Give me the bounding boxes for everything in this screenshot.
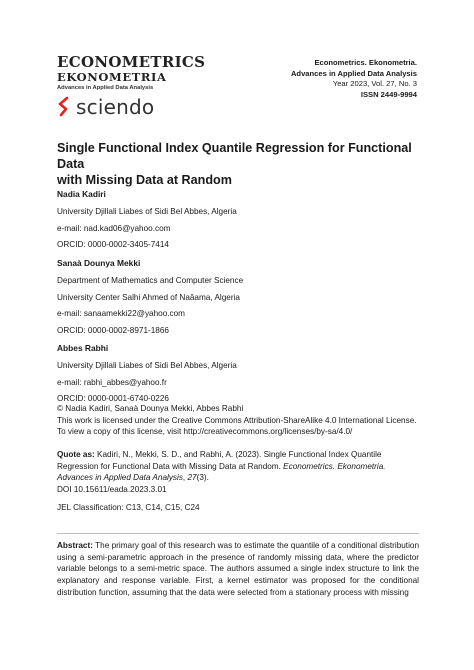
logo-line2: EKONOMETRIA [57,70,167,84]
license-link-line: To view a copy of this license, visit http://creativecommons.org/licenses/by-sa/4.0/ [57,427,353,437]
copyright-line: © Nadia Kadiri, Sanaà Dounya Mekki, Abbes Rabhi [57,404,244,413]
author-affiliation: University Djillali Liabes of Sidi Bel Abbes, Algeria [57,361,237,370]
author-orcid: ORCID: 0000-0002-8971-1866 [57,325,169,335]
author-email: e-mail: sanaamekki22@yahoo.com [57,309,185,318]
sciendo-icon [57,96,71,118]
journal-logo [57,55,205,92]
author-name: Nadia Kadiri [57,189,106,199]
author-email: e-mail: nad.kad06@yahoo.com [57,223,171,233]
citation [57,449,419,484]
license-notice [57,403,419,438]
quote-text: Kadiri, N., Mekki, S. D., and Rabhi, A. (2023). Single Functional Index Quantile Regression for Functional Data with Missing Data at Random. [57,450,382,471]
abstract-label: Abstract: [57,541,93,550]
doi: DOI 10.15611/eada.2023.3.01 [57,485,167,494]
journal-info [291,58,417,100]
author-affiliation: University Center Salhi Ahmed of Naâama, Algeria [57,292,240,302]
journal-volume: Year 2023, Vol. 27, No. 3 [332,79,417,88]
author-department: Department of Mathematics and Computer Science [57,276,244,285]
author-3 [57,340,417,408]
title-line2: with Missing Data at Random [57,173,232,187]
author-name: Sanaà Dounya Mekki [57,258,141,268]
quote-volume: 27 [187,473,197,483]
abstract [57,540,419,599]
title-line1: Single Functional Index Quantile Regression for Functional Data [57,141,412,171]
author-orcid: ORCID: 0000-0001-6740-0226 [57,394,169,403]
author-name: Abbes Rabhi [57,343,109,353]
section-divider [57,533,419,534]
jel-classification: JEL Classification: C13, C14, C15, C24 [57,503,200,512]
quote-journal: Econometrics. Ekonometria. Advances in Applied Data Analysis [57,461,386,483]
author-orcid: ORCID: 0000-0002-3405-7414 [57,240,169,249]
publisher-name: sciendo [76,95,155,119]
quote-label: Quote as: [57,450,95,459]
logo-line1: ECONOMETRICS [57,53,206,71]
publisher-logo [57,96,154,118]
abstract-text: The primary goal of this research was to estimate the quantile of a conditional distribution using a semi-parametric approach in the presence of randomly missing data, where the predictor variable belongs to a semi-metric space. The authors assumed a single index structure to link the explanatory and response variable. First, a kernel estimator was proposed for the conditional distribution function, assuming that the data were selected from a stationary process with missing [57,541,419,597]
journal-title-line1: Econometrics. Ekonometria. [314,58,417,67]
author-2 [57,255,417,339]
quote-sep: , [182,473,188,483]
author-1 [57,186,417,254]
journal-title-line2: Advances in Applied Data Analysis [290,68,417,78]
journal-issn: ISSN 2449-9994 [360,89,417,99]
license-line: This work is licensed under the Creative Commons Attribution-ShareAlike 4.0 International License. [57,415,417,425]
logo-line3: Advances in Applied Data Analysis [57,85,154,91]
author-email: e-mail: rabhi_abbes@yahoo.fr [57,377,167,387]
author-affiliation: University Djillali Liabes of Sidi Bel Abbes, Algeria [57,207,237,216]
quote-issue: (3). [196,473,209,483]
journal-header [57,55,417,121]
paper-title [57,140,417,188]
